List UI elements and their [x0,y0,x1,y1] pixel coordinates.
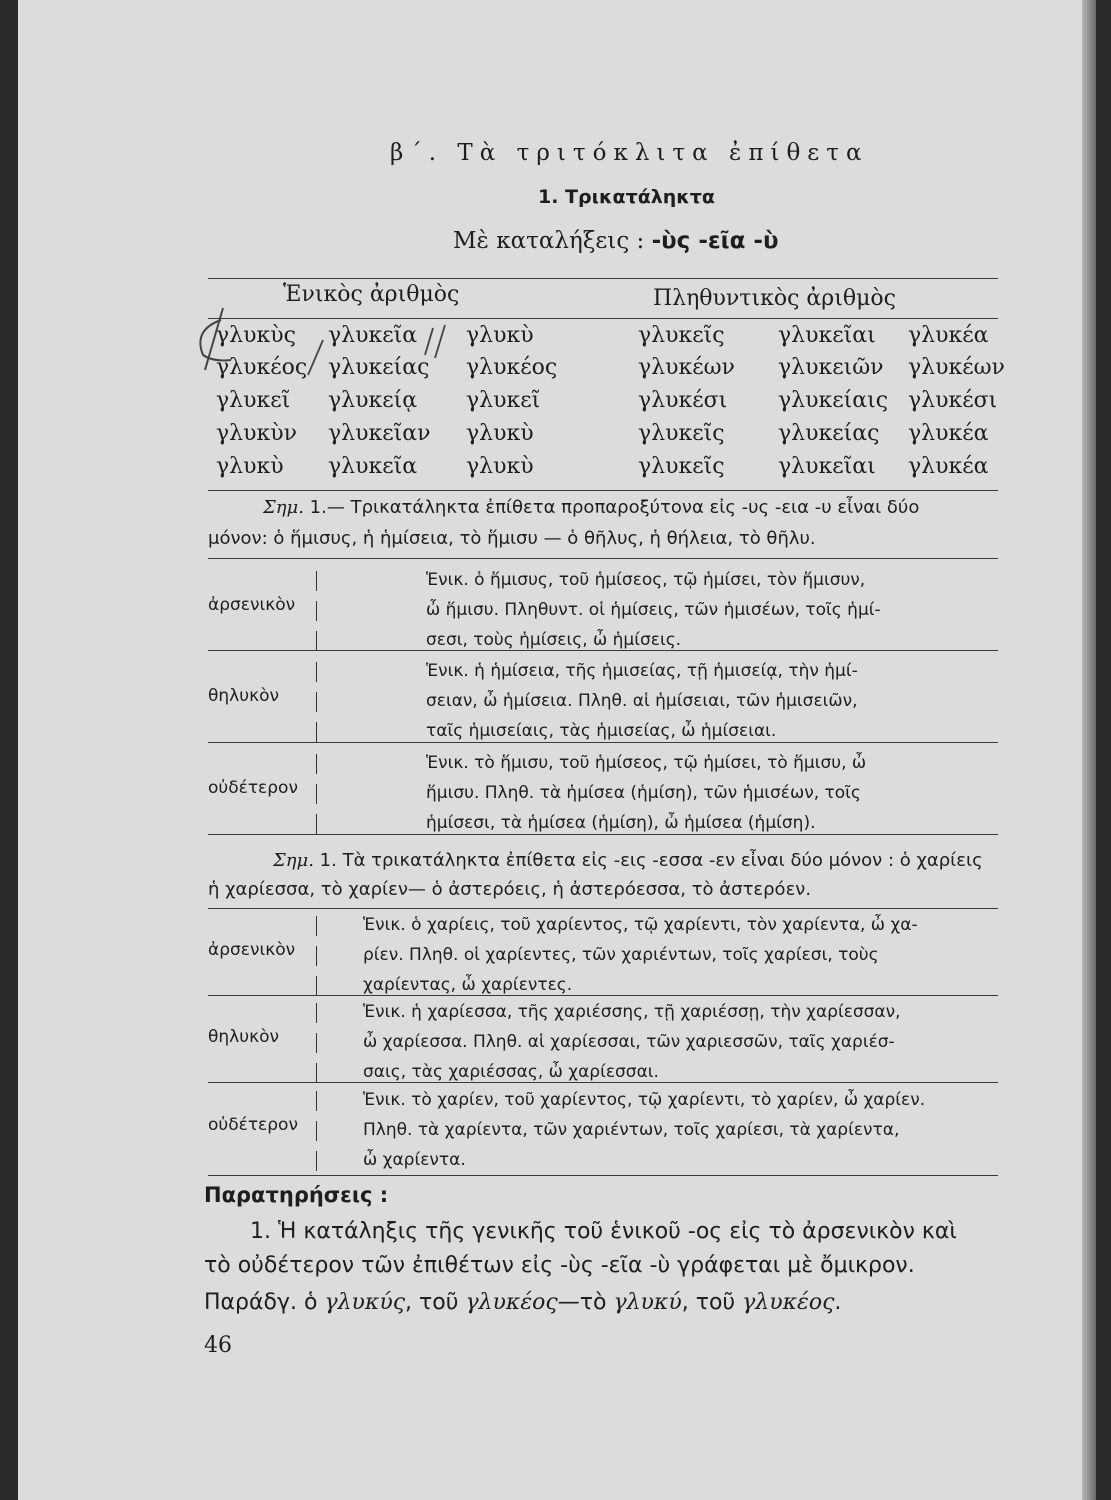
gender-divider [316,631,317,651]
gender-divider [316,1063,317,1083]
gender-divider [316,1003,317,1023]
subsection-title: 1. Τρικατάληκτα [538,186,715,208]
block-rule [208,908,998,909]
declension-line: Ἑνικ. ὁ ἥμισυς, τοῦ ἡμίσεος, τῷ ἡμίσει, τὸν ἥμισυν, [426,570,866,590]
section-title: β΄. Τὰ τριτόκλιτα ἐπίθετα [390,140,869,166]
declension-line: σειαν, ὦ ἡμίσεια. Πληθ. αἱ ἡμίσειαι, τῶν ἡμισειῶν, [426,691,858,711]
gender-divider [316,946,317,966]
paradigm-cell: γλυκεῖαν [328,421,431,446]
declension-line: ἡμίσεσι, τὰ ἡμίσεα (ἡμίση), ὦ ἡμίσεα (ἡμίση). [426,813,816,833]
gender-label: οὐδέτερον [208,778,298,798]
observation-line1: 1. Ἡ κατάληξις τῆς γενικῆς τοῦ ἑνικοῦ -ος εἰς τὸ ἀρσενικὸν καὶ [250,1219,957,1244]
paradigm-cell: γλυκὺν [216,421,297,446]
page-spine-shadow [1082,0,1096,1500]
paradigm-cell: γλυκὺ [216,454,284,479]
paradigm-cell: γλυκεῖ [466,388,541,413]
gender-divider [316,754,317,774]
declension-line: Πληθ. τὰ χαρίεντα, τῶν χαριέντων, τοῖς χαρίεσι, τὰ χαρίεντα, [363,1120,900,1140]
paradigm-cell: γλυκεῖς [638,421,725,446]
paradigm-cell: γλυκεῖαι [778,323,876,348]
gender-divider [316,976,317,996]
declension-line: ἥμισυ. Πληθ. τὰ ἡμίσεα (ἡμίση), τῶν ἡμισέων, τοῖς [426,783,861,803]
gender-divider [316,1151,317,1171]
paradigm-cell: γλυκεῖα [328,323,418,348]
note1-rule [208,558,998,559]
obs-example-4: γλυκέος [742,1290,835,1315]
declension-line: ρίεν. Πληθ. οἱ χαρίεντες, τῶν χαριέντων, τοῖς χαρίεσι, τοὺς [363,945,879,965]
gender-label: θηλυκὸν [208,1027,279,1047]
observation-line2: τὸ οὐδέτερον τῶν ἐπιθέτων εἰς -ὺς -εῖα -ὺ γράφεται μὲ ὄμικρον. [204,1253,915,1278]
declension-line: σαις, τὰς χαριέσσας, ὦ χαρίεσσαι. [363,1062,659,1082]
obs-prefix: Παράδγ. ὁ [204,1290,318,1315]
declension-line: χαρίεντας, ὦ χαρίεντες. [363,975,573,995]
note1-line2: μόνον: ὁ ἥμισυς, ἡ ἡμίσεια, τὸ ἥμισυ — ὁ θῆλυς, ἡ θήλεια, τὸ θῆλυ. [208,528,816,549]
paradigm-cell: γλυκεῖα [328,454,418,479]
declension-line: Ἑνικ. ἡ ἡμίσεια, τῆς ἡμισείας, τῇ ἡμισείᾳ, τὴν ἡμί- [426,661,858,681]
paradigm-cell: γλυκέα [908,454,989,479]
paradigm-cell: γλυκείᾳ [328,388,418,413]
block-rule [208,650,998,651]
gender-divider [316,1033,317,1053]
note2-line2: ἡ χαρίεσσα, τὸ χαρίεν— ὁ ἀστερόεις, ἡ ἀστερόεσσα, τὸ ἀστερόεν. [208,879,812,900]
paradigm-cell: γλυκείας [778,421,880,446]
note1-line1 [263,497,919,518]
obs-example-3: γλυκύ [613,1290,682,1315]
gender-divider [316,784,317,804]
note1-text: 1.— Τρικατάληκτα ἐπίθετα προπαροξύτονα εἰς -υς -εια -υ εἶναι δύο [309,497,920,518]
declension-line: Ἑνικ. ἡ χαρίεσσα, τῆς χαριέσσης, τῇ χαριέσσῃ, τὴν χαρίεσσαν, [363,1002,901,1022]
block-rule [208,1175,998,1176]
paradigm-cell: γλυκὺ [466,323,534,348]
declension-line: σεσι, τοὺς ἡμίσεις, ὦ ἡμίσεις. [426,630,682,650]
obs-example-1: γλυκύς [324,1290,406,1315]
note1-label: Σημ. [263,497,304,518]
obs-mid-3: , τοῦ [681,1290,736,1315]
endings-line [453,228,779,254]
declension-line: Ἑνικ. τὸ ἥμισυ, τοῦ ἡμίσεος, τῷ ἡμίσει, τὸ ἥμισυ, ὦ [426,753,867,773]
gender-divider [316,601,317,621]
endings-forms: -ὺς -εῖα -ὺ [651,228,779,254]
gender-divider [316,1121,317,1141]
obs-example-2: γλυκέος [465,1290,558,1315]
obs-mid-1: , τοῦ [405,1290,459,1315]
paradigm-cell: γλυκεῖ [216,388,291,413]
book-page [18,0,1096,1500]
paradigm-cell: γλυκεῖς [638,454,725,479]
block-rule [208,1082,998,1083]
gender-divider [316,662,317,682]
declension-line: ταῖς ἡμισείαις, τὰς ἡμισείας, ὦ ἡμίσειαι. [426,721,777,741]
paradigm-cell: γλυκέα [908,421,989,446]
gender-label: ἀρσενικὸν [208,595,296,615]
gender-divider [316,571,317,591]
gender-divider [316,722,317,742]
declension-line: ὦ χαρίεντα. [363,1150,466,1170]
gender-divider [316,916,317,936]
paradigm-cell: γλυκέσι [638,388,728,413]
page-number: 46 [204,1333,232,1358]
note2-text: 1. Τὰ τρικατάληκτα ἐπίθετα εἰς -εις -εσσα -εν εἶναι δύο μόνον : ὁ χαρίεις [319,850,983,871]
paradigm-cell: γλυκέος [466,355,558,380]
declension-line: ὦ ἥμισυ. Πληθυντ. οἱ ἡμίσεις, τῶν ἡμισέων, τοῖς ἡμί- [426,600,881,620]
paradigm-cell: γλυκὺ [466,454,534,479]
paradigm-cell: γλυκὺς [216,323,296,348]
obs-mid-2: —τὸ [557,1290,607,1315]
declension-line: Ἑνικ. ὁ χαρίεις, τοῦ χαρίεντος, τῷ χαρίεντι, τὸν χαρίεντα, ὦ χα- [363,915,918,935]
paradigm-cell: γλυκεῖς [638,323,725,348]
paradigm-cell: γλυκέσι [908,388,998,413]
paradigm-cell: γλυκὺ [466,421,534,446]
note2-line1 [273,850,983,871]
block-rule [208,742,998,743]
paradigm-cell: γλυκέων [638,355,735,380]
paradigm-cell: γλυκειῶν [778,355,884,380]
obs-end: . [834,1290,842,1315]
header-plural: Πληθυντικὸς ἀριθμὸς [653,286,896,311]
declension-line: Ἑνικ. τὸ χαρίεν, τοῦ χαρίεντος, τῷ χαρίεντι, τὸ χαρίεν, ὦ χαρίεν. [363,1090,926,1110]
paradigm-cell: γλυκέων [908,355,1005,380]
pencil-mark-icon [183,300,503,380]
observation-line3 [204,1290,841,1315]
gender-divider [316,814,317,834]
gender-label: ἀρσενικὸν [208,940,296,960]
endings-label: Μὲ καταλήξεις : [453,228,645,254]
table-bottom-rule [208,490,998,491]
paradigm-cell: γλυκέος [216,355,308,380]
block-rule [208,995,998,996]
gender-divider [316,1091,317,1111]
gender-label: οὐδέτερον [208,1115,298,1135]
paradigm-cell: γλυκεῖαι [778,454,876,479]
observations-title: Παρατηρήσεις : [204,1183,389,1207]
header-singular: Ἑνικὸς ἀριθμὸς [283,282,460,307]
declension-line: ὦ χαρίεσσα. Πληθ. αἱ χαρίεσσαι, τῶν χαριεσσῶν, ταῖς χαριέσ- [363,1032,895,1052]
paradigm-cell: γλυκέα [908,323,989,348]
gender-divider [316,692,317,712]
paradigm-cell: γλυκείας [328,355,430,380]
block-rule [208,834,998,835]
note2-label: Σημ. [273,850,314,871]
table-top-rule [208,278,998,279]
gender-label: θηλυκὸν [208,686,279,706]
paradigm-cell: γλυκείαις [778,388,889,413]
